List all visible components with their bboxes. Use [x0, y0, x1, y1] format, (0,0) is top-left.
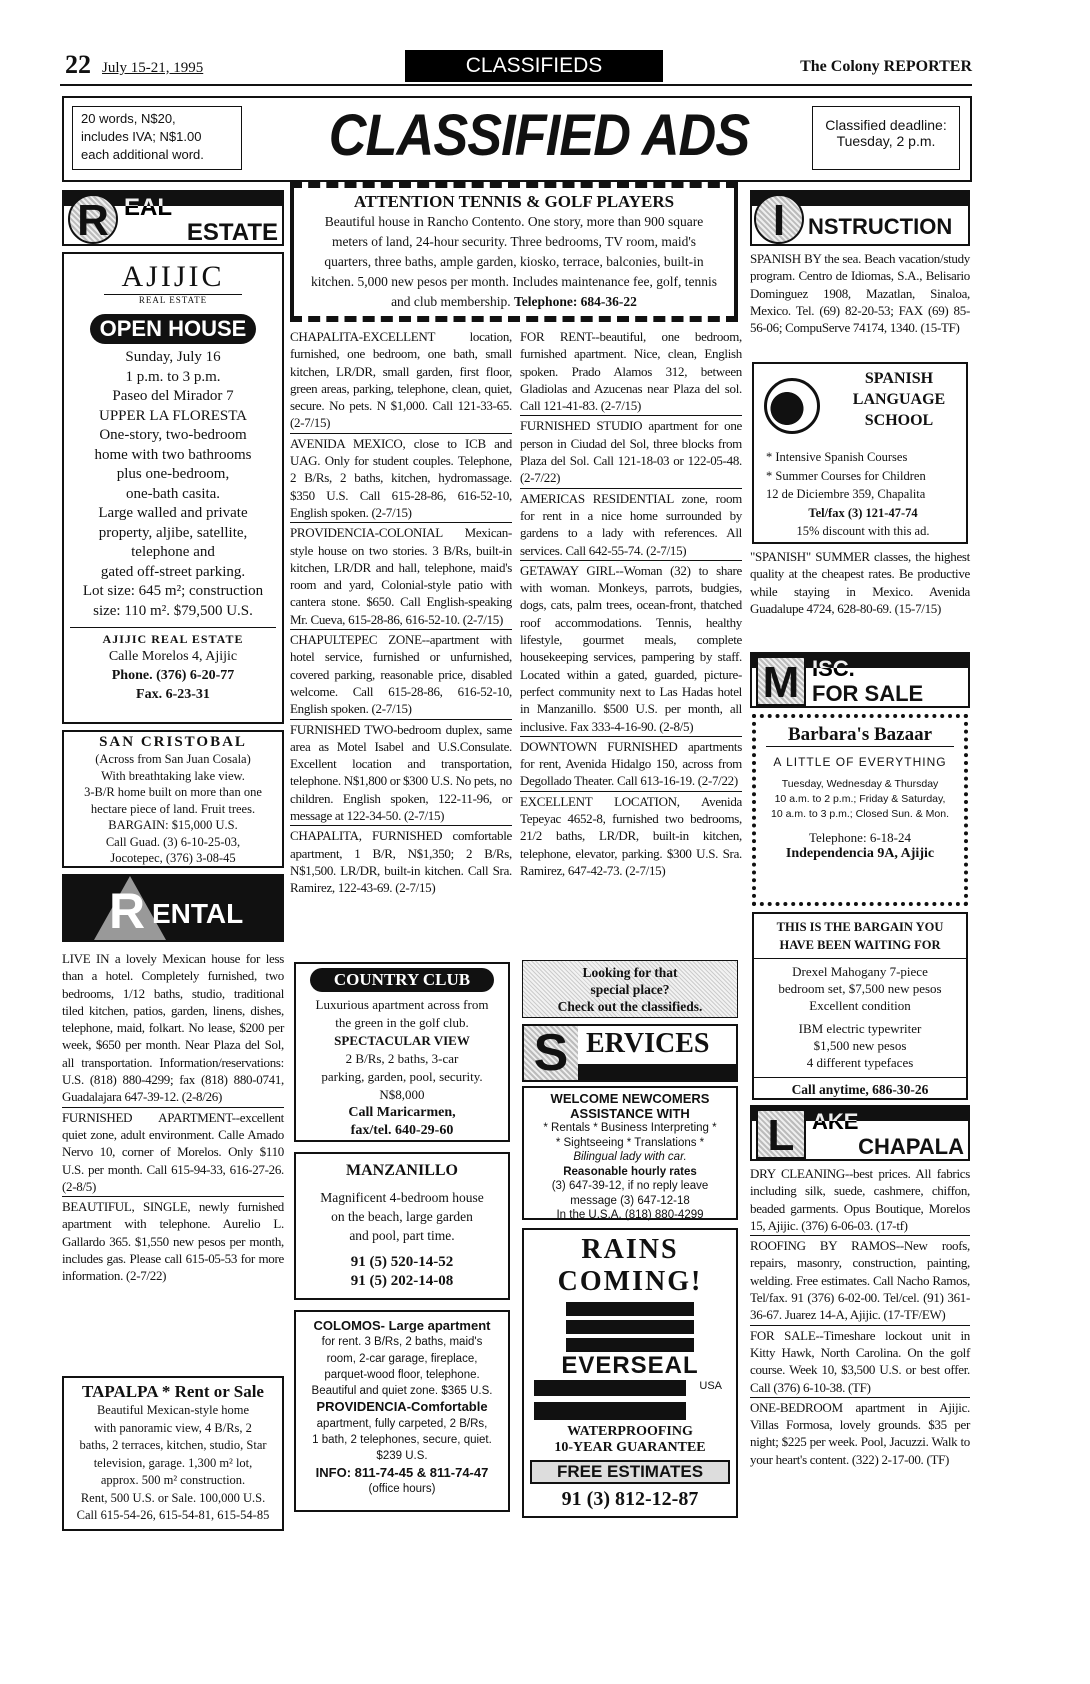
rental-ad: DOWNTOWN FURNISHED apartments for rent, Avenida Hidalgo 150, across from Degollado Theater. Call 613-16-19. (2-7/22) [520, 738, 742, 792]
everseal-ad [522, 1228, 738, 1518]
rental-header [62, 874, 284, 942]
bargain-line: bedroom set, $7,500 new pesos [778, 981, 942, 996]
everseal-phone: 91 (3) 812-12-87 [561, 1488, 699, 1510]
colomos-line: apartment, fully carpeted, 2 B/Rs, [316, 1417, 488, 1430]
open-house-line: one-bath casita. [125, 485, 221, 502]
san-cristobal-line: BARGAIN: $15,000 U.S. [108, 818, 238, 832]
brick-graphic-top [566, 1302, 694, 1352]
looking-line: special place? [590, 982, 670, 997]
san-cristobal-title: SAN CRISTOBAL [99, 734, 247, 750]
looking-for-place-box [522, 960, 738, 1018]
instruction-ad-list [750, 548, 970, 619]
tennis-phone: Telephone: 684-36-22 [514, 294, 637, 309]
manzanillo-phone: 91 (5) 520-14-52 [350, 1254, 454, 1270]
school-line: * Intensive Spanish Courses [766, 450, 908, 464]
country-club-line: SPECTACULAR VIEW [334, 1033, 470, 1048]
barbaras-bazaar-ad [752, 714, 968, 906]
bargain-ad [752, 912, 968, 1100]
school-title: LANGUAGE [852, 391, 946, 408]
manzanillo-ad [294, 1152, 510, 1300]
rental-ad: CHAPALITA, FURNISHED comfortable apartment, 1 B/R, N$1,350; 2 B/Rs, N$1,500. LR/DR, built-in kitchen. Call Sra. Ramirez, 122-43-69. (2-7/15) [290, 828, 512, 896]
welcome-line: Reasonable hourly rates [563, 1165, 697, 1178]
lake-chapala-ad: ONE-BEDROOM apartment in Ajijic. Villas Formosa, lovely grounds. $35 per night; $225 per week. Pool, Jacuzzi. Walk to your heart's content. (322) 2-17-00. (TF) [750, 1399, 970, 1467]
bargain-line: 4 different typefaces [806, 1055, 914, 1070]
everseal-title: COMING! [557, 1266, 703, 1297]
rental-ad: EXCELLENT LOCATION, Avenida Tepeyac 4652-8, furnished two bedrooms, 21/2 baths, LR/DR, built-in kitchen, telephone, elevator, parking. $300 U.S. Sra. Ramirez, 647-42-73. (2-7/15) [520, 793, 742, 878]
rental-ad: FURNISHED TWO-bedroom duplex, same area as Motel Isabel and U.S.Consulate. Excellent location and transportation, telephone. N$1,800 or $300 U.S. No pets, no children. English spoken, 122-11-96, or message at 122-34-50. (2-7/15) [290, 721, 512, 827]
welcome-subtitle: ASSISTANCE WITH [570, 1105, 690, 1121]
brick-graphic-bottom [534, 1380, 686, 1420]
bargain-phone: Call anytime, 686-30-26 [754, 1077, 966, 1098]
looking-line: Check out the classifieds. [557, 999, 703, 1014]
bazaar-phone: Telephone: 6-18-24 [809, 830, 911, 845]
instruction-header [750, 190, 970, 246]
ajijic-phone: Phone. (376) 6-20-77 [111, 668, 235, 683]
san-cristobal-line: (Across from San Juan Cosala) [95, 752, 251, 766]
tapalpa-line: Call 615-54-26, 615-54-81, 615-54-85 [76, 1508, 270, 1522]
bazaar-address: Independencia 9A, Ajijic [785, 846, 935, 861]
bazaar-hours: 10 a.m. to 2 p.m.; Friday & Saturday, [774, 793, 946, 805]
welcome-newcomers-ad [522, 1086, 738, 1220]
everseal-waterproofing: WATERPROOFING [567, 1424, 693, 1439]
bazaar-hours: 10 a.m. to 3 p.m.; Closed Sun. & Mon. [770, 808, 949, 820]
manzanillo-title: MANZANILLO [345, 1162, 458, 1179]
misc-line1: ISC. [812, 656, 855, 681]
bargain-line: IBM electric typewriter [798, 1021, 922, 1036]
misc-for-sale-header [750, 652, 970, 708]
services-word: ERVICES [586, 1028, 710, 1059]
tapalpa-line: television, garage. 1,300 m² lot, [93, 1455, 253, 1470]
open-house-line: home with two bathrooms [94, 446, 252, 463]
bazaar-subtitle: A LITTLE OF EVERYTHING [773, 755, 947, 769]
lake-letter: L [756, 1109, 806, 1159]
open-house-line: Paseo del Mirador 7 [112, 388, 234, 404]
country-club-line: Call Maricarmen, [348, 1105, 456, 1120]
paper-name: The Colony REPORTER [800, 58, 972, 75]
lake-line2: CHAPALA [858, 1134, 964, 1159]
services-header [522, 1024, 738, 1082]
instruction-ad-list [750, 250, 970, 338]
colomos-line: $239 U.S. [376, 1450, 428, 1463]
real-estate-letter: R [68, 194, 118, 244]
welcome-line: Bilingual lady with car. [573, 1151, 687, 1163]
page-number: 22 [65, 50, 91, 79]
tennis-description: Beautiful house in Rancho Contento. One story, more than 900 square meters of land, 24-hour security. Three bedrooms, TV room, maid's quarters, three baths, ample garden, kiosko, terrace, balconies, built-in kitchen. 5,000 new pesos per month. Includes maintenance fee, golf, tennis and club membership. [310, 214, 717, 309]
school-title: SCHOOL [864, 412, 934, 429]
san-cristobal-line: With breathtaking lake view. [101, 768, 245, 783]
tapalpa-line: with panoramic view, 4 B/Rs, 2 [94, 1420, 252, 1435]
lake-chapala-header [750, 1105, 970, 1161]
spanish-language-school-ad [752, 362, 968, 544]
instruction-ad: SPANISH BY the sea. Beach vacation/study program. Centro de Idiomas, S.A., Belisario Dominguez 1908, Mazatlan, Sinaloa, Mexico. Tel. (69) 82-20-53; FAX (69) 85-56-06; CompuServe 74174, 1340. (15-TF) [750, 251, 970, 336]
instruction-word: NSTRUCTION [808, 214, 953, 239]
open-house-line-list [64, 348, 282, 621]
colomos-phone: INFO: 811-74-45 & 811-74-47 [315, 1464, 489, 1480]
rental-ad: CHAPALITA-EXCELLENT location, furnished, one bedroom, one bath, small kitchen, LR/DR, small garden, first floor, green areas, parking, telephone, clean, quiet, secure. No pets. N $1,000. Call 121-33-65. (2-7/15) [290, 328, 512, 434]
open-house-line: Large walled and private [98, 505, 248, 521]
rental-ad-list [62, 950, 284, 1287]
misc-letter: M [756, 656, 806, 706]
tapalpa-title: TAPALPA * Rent or Sale [82, 1382, 264, 1401]
manzanillo-phone: 91 (5) 202-14-08 [350, 1273, 454, 1289]
welcome-line: message (3) 647-12-18 [570, 1194, 690, 1207]
welcome-line: In the U.S.A. (818) 880-4299 [556, 1209, 704, 1221]
colomos-line: (office hours) [368, 1482, 436, 1495]
open-house-line: 1 p.m. to 3 p.m. [125, 368, 221, 385]
issue-date: July 15-21, 1995 [102, 60, 204, 76]
masthead [60, 50, 972, 86]
lake-chapala-ad: DRY CLEANING--best prices. All fabrics including silk, suede, cashmere, chiffon, beaded garments. Opus Boutique, Morelos 15, Ajijic. (376) 6-06-03. (17-tf) [750, 1165, 970, 1236]
open-house-line: Sunday, July 16 [125, 349, 221, 365]
ajijic-address: Calle Morelos 4, Ajijic [108, 649, 238, 664]
ajijic-logo: AJIJIC [121, 260, 225, 293]
rate-line: 20 words, N$20, [81, 111, 176, 126]
rental-ad: FURNISHED STUDIO apartment for one person in Ciudad del Sol, three blocks from Plaza del Sol. Call 121-18-03 or 122-05-48. (2-7/22) [520, 417, 742, 488]
rental-ad: PROVIDENCIA-COLONIAL Mexican-style house on two stories. 3 B/Rs, built-in kitchen, LR/DR and hall, telephone, maid's room and yard, Colonial-style patio with cantera stone. $650. Call English-speaking Mr. Cueva, 615-28-86, 616-52-10. (2-7/15) [290, 524, 512, 630]
welcome-line: * Rentals * Business Interpreting * [543, 1122, 717, 1134]
bargain-line: $1,500 new pesos [813, 1038, 907, 1053]
colomos-line: for rent. 3 B/Rs, 2 baths, maid's [321, 1336, 483, 1349]
everseal-guarantee: 10-YEAR GUARANTEE [554, 1440, 706, 1455]
rental-ad: CHAPULTEPEC ZONE--apartment with hotel service, furnished or unfurnished, covered parking, reasonable price, disabled welcome. Call 615-28-86, 616-52-10, English spoken. (2-7/15) [290, 631, 512, 719]
rental-ad: AVENIDA MEXICO, close to ICB and UAG. Only for student couples. Telephone, 2 B/Rs, 2 baths, kitchen, hydromassage. $350 U.S. Call 615-28-86, 616-52-10, English spoken. (2-7/15) [290, 435, 512, 523]
title-banner [62, 96, 972, 182]
san-cristobal-line: Call Guad. (3) 6-10-25-03, [105, 834, 241, 849]
bargain-title: HAVE BEEN WAITING FOR [779, 938, 941, 952]
rental-ad: LIVE IN a lovely Mexican house for less than a hotel. Completely furnished, two bedrooms, 1/12 baths, studio, traditional tiled kitchen, patios, garden, linens, dishes, telephone, maid, folkart. No lease, $200 per week, $650 per month. Near Plaza del Sol, all transportation. Information/reservations: U.S. (818) 880-4299; fax (818) 880-0741, Guadalajara 647-39-12. (2-8/26) [62, 950, 284, 1108]
san-cristobal-line-list [64, 751, 282, 867]
rental-ad: BEAUTIFUL, SINGLE, newly furnished apartment with telephone. Aurelio L. Gallardo 365. $1,550 new pesos per month, includes gas. Please call 615-05-53 for more information. (2-7/22) [62, 1199, 284, 1284]
country-club-line: Luxurious apartment across from [315, 997, 489, 1012]
deadline-value: Tuesday, 2 p.m. [836, 133, 936, 149]
colomos-ad [294, 1310, 510, 1512]
tapalpa-ad [62, 1376, 284, 1531]
ajijic-open-house-ad [62, 252, 284, 724]
colomos-line: 1 bath, 2 telephones, secure, quiet. [312, 1434, 492, 1447]
tennis-body [308, 212, 720, 312]
rental-ad: GETAWAY GIRL--Woman (32) to share with woman. Monkeys, parrots, budgies, dogs, cats, palm trees, ocean-front, thatched roof accommodations. Tennis, healthy lifestyle, gourmet meals, complete housekeeping services, pampering by staff. Located within a gated, guarded, picture-perfect community next to Las Hadas hotel in Manzanillo. $500 U.S. per month, all inclusive. Fax 333-4-16-90. (2-8/5) [520, 562, 742, 737]
open-house-line: gated off-street parking. [100, 563, 246, 580]
instruction-letter: I [754, 194, 804, 244]
rate-info [72, 106, 242, 170]
colomos-line: room, 2-car garage, fireplace, [326, 1352, 478, 1365]
welcome-line: * Sightseeing * Translations * [555, 1136, 705, 1149]
lake-line1: AKE [812, 1109, 859, 1134]
school-discount: 15% discount with this ad. [796, 524, 930, 538]
lake-chapala-ad-list [750, 1165, 970, 1470]
country-club-line: N$8,000 [379, 1087, 425, 1102]
free-estimates-banner: FREE ESTIMATES [530, 1460, 730, 1484]
manzanillo-line: Magnificent 4-bedroom house [320, 1190, 484, 1205]
bazaar-hours: Tuesday, Wednesday & Thursday [781, 778, 939, 790]
everseal-title: RAINS [581, 1234, 679, 1265]
san-cristobal-line: 3-B/R home built on more than one [84, 785, 262, 799]
san-cristobal-line: Jocotepec, (376) 3-08-45 [110, 851, 236, 865]
open-house-line: Lot size: 645 m²; construction [82, 583, 264, 599]
deadline-label: Classified deadline: [825, 117, 947, 133]
tennis-title: ATTENTION TENNIS & GOLF PLAYERS [353, 192, 675, 211]
rental-word: ENTAL [152, 898, 244, 929]
section-title: CLASSIFIEDS [405, 50, 663, 82]
rental-ad: AMERICAS RESIDENTIAL zone, room for rent in a nice home surrounded by gardens to a lady with references. All services. Call 642-55-74. (2-7/15) [520, 490, 742, 561]
manzanillo-line: and pool, part time. [349, 1228, 455, 1243]
country-club-line: 2 B/Rs, 2 baths, 3-car [345, 1051, 459, 1066]
colomos-line: parquet-wood floor, telephone. [324, 1368, 480, 1381]
school-title: SPANISH [864, 370, 934, 387]
tapalpa-line: Rent, 500 U.S. or Sale. 100,000 U.S. [80, 1490, 266, 1505]
open-house-badge: OPEN HOUSE [90, 314, 256, 344]
classified-ads-title: CLASSIFIED ADS [328, 103, 750, 168]
bazaar-title: Barbara's Bazaar [766, 724, 954, 747]
real-estate-header [62, 190, 284, 246]
deadline-info [812, 106, 960, 170]
lake-chapala-ad: FOR SALE--Timeshare lockout unit in Kitty Hawk, North Carolina. On the golf course. Week 10, $3,500 U.S. or best offer. Call (376) 6-10-38. (TF) [750, 1327, 970, 1398]
real-estate-line1: EAL [124, 194, 172, 221]
school-phone: Tel/fax (3) 121-47-74 [808, 505, 918, 520]
bargain-title: THIS IS THE BARGAIN YOU [776, 920, 944, 934]
country-club-ad [294, 962, 510, 1142]
country-club-line: fax/tel. 640-29-60 [350, 1123, 454, 1138]
bargain-line: Drexel Mahogany 7-piece [792, 964, 928, 979]
rental-letter: R [109, 883, 146, 939]
open-house-line: size: 110 m². $79,500 U.S. [93, 602, 253, 619]
colomos-line: COLOMOS- Large apartment [313, 1318, 491, 1333]
tapalpa-line: baths, 2 terraces, kitchen, studio, Star [79, 1438, 267, 1452]
everseal-brand: EVERSEAL [561, 1352, 699, 1379]
school-address: 12 de Diciembre 359, Chapalita [766, 487, 926, 501]
rental-ad-list [290, 328, 512, 899]
rental-ad: FURNISHED APARTMENT--excellent quiet zone, adult environment. Calle Amado Nervo 10, corner of Morelos. Only $110 U.S. per month. Call 615-94-33, 616-27-26. (2-8/5) [62, 1109, 284, 1197]
open-house-line: plus one-bedroom, [116, 466, 230, 482]
school-logo-icon [764, 378, 820, 434]
manzanillo-line: on the beach, large garden [331, 1209, 473, 1224]
real-estate-line2: ESTATE [186, 219, 278, 246]
san-cristobal-line: hectare piece of land. Fruit trees. [90, 801, 256, 816]
country-club-line: parking, garden, pool, security. [321, 1069, 483, 1084]
tennis-golf-ad [290, 182, 738, 322]
san-cristobal-ad [62, 730, 284, 868]
open-house-line: One-story, two-bedroom [99, 427, 247, 443]
misc-line2: FOR SALE [812, 681, 924, 706]
tapalpa-line-list [64, 1402, 282, 1525]
open-house-line: telephone and [131, 544, 215, 560]
open-house-line: property, aljibe, satellite, [98, 524, 248, 541]
ajijic-footer-logo: AJIJIC REAL ESTATE [102, 632, 244, 646]
instruction-ad: "SPANISH" SUMMER classes, the highest quality at the cheapest rates. Be productive while staying in Mexico. Avenida Guadalupe 4724, 628-80-69. (15-7/15) [750, 549, 970, 616]
school-line: * Summer Courses for Children [766, 468, 926, 483]
rate-line: includes IVA; N$1.00 [81, 129, 202, 144]
lake-chapala-ad: ROOFING BY RAMOS--New roofs, repairs, masonry, construction, painting, welding. Free estimates. Call Nacho Ramos, Tel/fax. 91 (376) 6-02-00. Tel/cel. (91) 361-36-67. Juarez 14-A, Ajijic. (17-TF/EW) [750, 1237, 970, 1325]
everseal-usa: USA [699, 1380, 722, 1392]
rental-ad-list [520, 328, 742, 881]
country-club-line: the green in the golf club. [335, 1015, 469, 1030]
services-letter: S [524, 1026, 578, 1080]
colomos-line: Beautiful and quiet zone. $365 U.S. [311, 1385, 493, 1398]
open-house-line: UPPER LA FLORESTA [99, 407, 247, 424]
country-club-title: COUNTRY CLUB [310, 968, 494, 992]
looking-line: Looking for that [582, 965, 678, 980]
ajijic-logo-sub: REAL ESTATE [104, 294, 242, 306]
rate-line: each additional word. [81, 147, 204, 162]
tapalpa-line: Beautiful Mexican-style home [96, 1403, 250, 1417]
rental-ad: FOR RENT--beautiful, one bedroom, furnished apartment. Nice, clean, English spoken. Prado Alamos 312, between Gladiolas and Azucenas near Plaza del sol. Call 121-41-83. (2-7/15) [520, 328, 742, 416]
ajijic-fax: Fax. 6-23-31 [136, 687, 210, 702]
welcome-title: WELCOME NEWCOMERS [550, 1091, 710, 1106]
welcome-line: (3) 647-39-12, if no reply leave [551, 1180, 709, 1192]
bargain-line: Excellent condition [809, 998, 911, 1013]
tapalpa-line: approx. 500 m² construction. [100, 1473, 246, 1487]
colomos-line: PROVIDENCIA-Comfortable [316, 1399, 488, 1415]
